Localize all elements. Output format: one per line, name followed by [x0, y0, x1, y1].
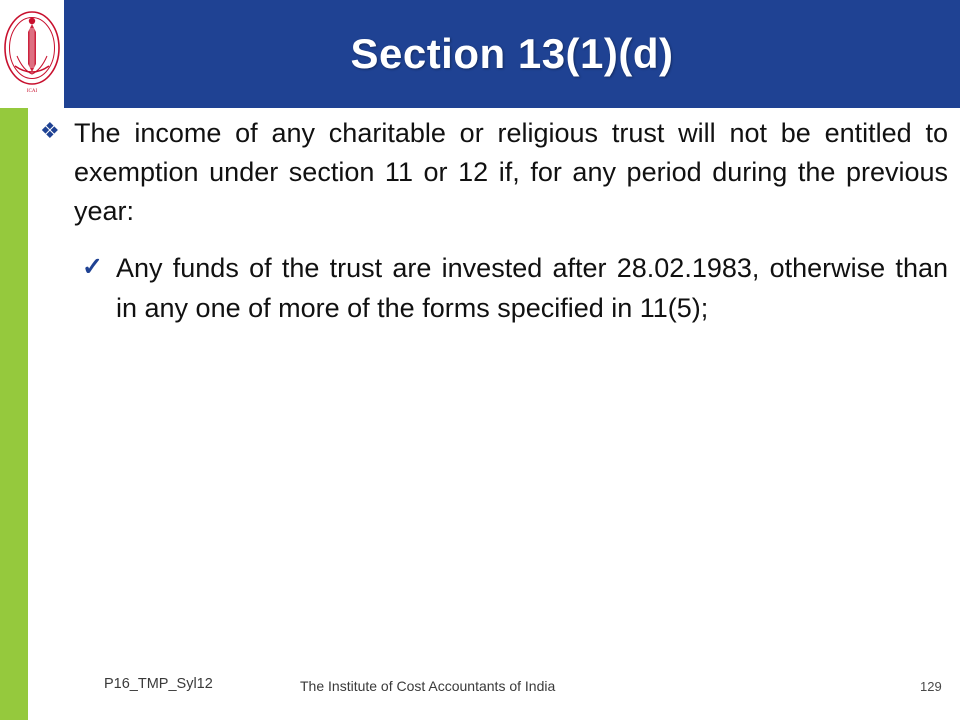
page-title: Section 13(1)(d)	[350, 30, 674, 77]
list-item-text: Any funds of the trust are invested after 28.02.1983, otherwise than in any one of more of the forms specified in 11(5);	[116, 253, 948, 323]
slide-body	[36, 114, 948, 328]
svg-text:ICAI: ICAI	[26, 89, 38, 94]
institute-logo-icon	[3, 8, 61, 100]
logo-container	[0, 0, 64, 108]
list-item	[36, 249, 948, 327]
footer-left-label: P16_TMP_Syl12	[104, 676, 213, 692]
footer-center-label: The Institute of Cost Accountants of India	[300, 678, 556, 694]
list-item-text: The income of any charitable or religious trust will not be entitled to exemption under section 11 or 12 if, for any period during the previous year:	[74, 118, 948, 227]
green-accent-bar	[0, 108, 28, 720]
page-number: 129	[920, 679, 942, 694]
list-item	[36, 114, 948, 231]
diamond-bullet-icon: ❖	[40, 118, 60, 143]
check-bullet-icon: ✓	[82, 253, 103, 282]
